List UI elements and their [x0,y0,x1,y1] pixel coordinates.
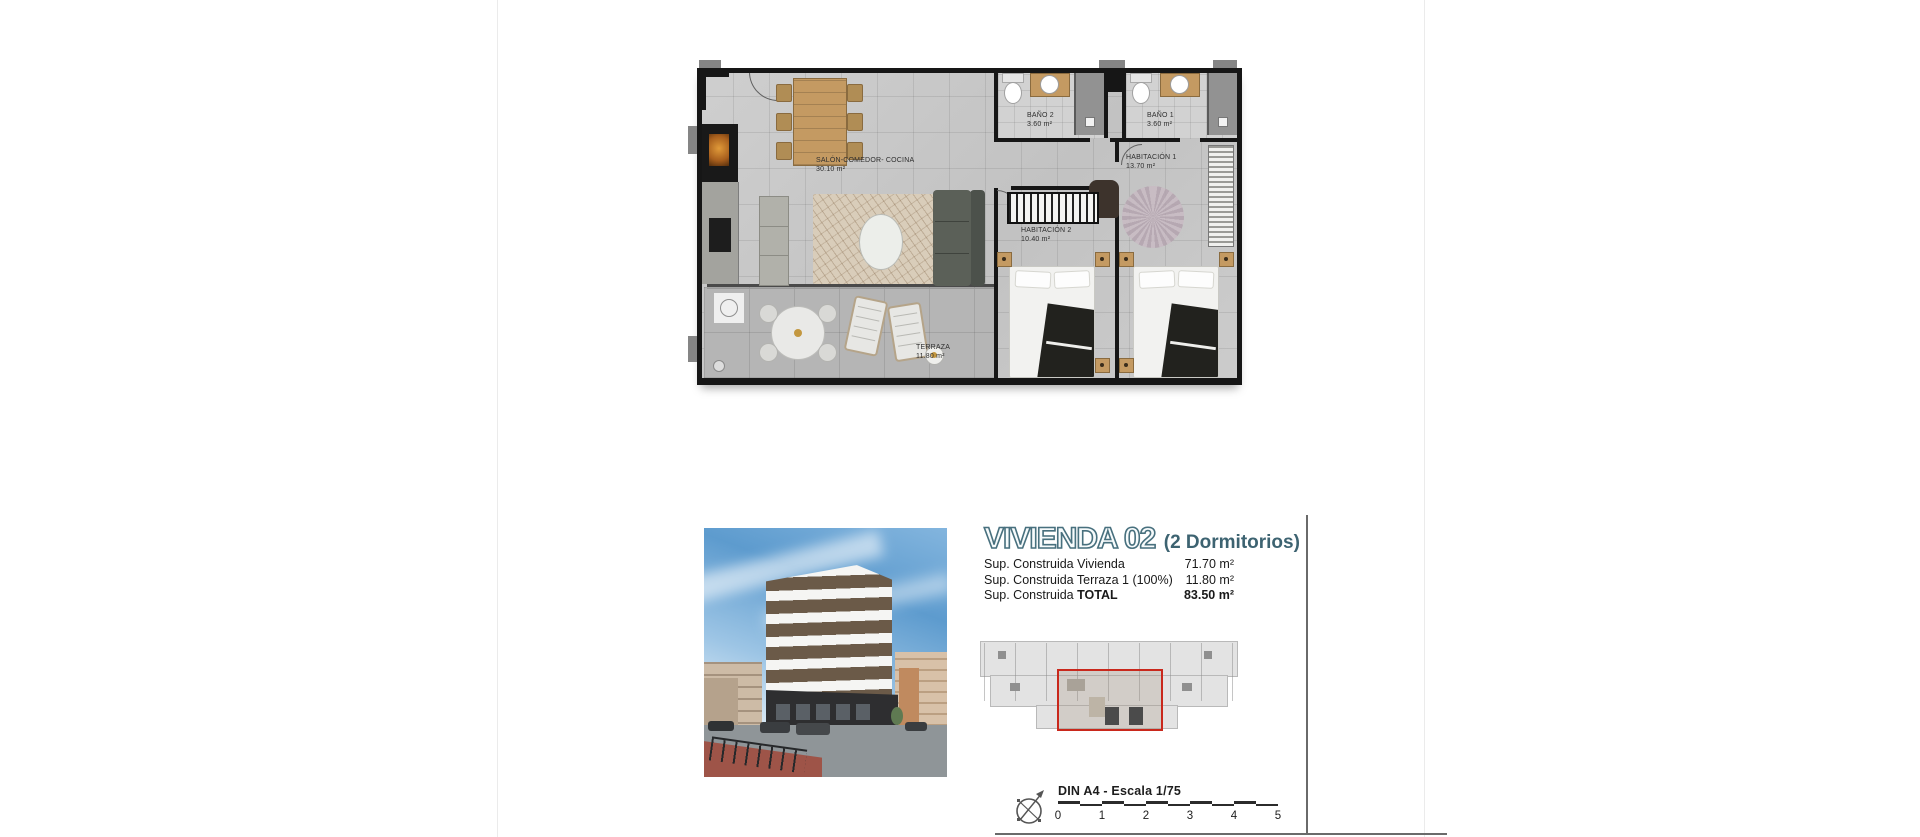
room-label-habitacion-1 [1126,153,1177,171]
kitchen-counter [702,182,739,284]
tree [891,707,903,725]
nightstand [1219,252,1234,267]
room-name: HABITACIÓN 1 [1126,154,1177,161]
car [760,722,790,733]
car [708,721,734,731]
key-plan-furniture [998,651,1006,659]
scale-tick: 3 [1186,810,1194,822]
key-plan-bed [1129,707,1143,725]
floor-drain [713,360,725,372]
shower [1207,73,1237,135]
wall [1200,138,1242,142]
surface-table [984,557,1234,604]
pillow [1054,270,1091,289]
wall [1115,140,1119,162]
scale-segment [1212,804,1234,807]
scale-tick: 5 [1274,810,1282,822]
surface-value: 71.70 m² [1184,557,1234,571]
key-plan [976,633,1241,735]
room-name: TERRAZA [916,344,951,351]
nightstand [1119,358,1134,373]
building-photo [704,528,947,777]
scale-segment [1234,801,1256,804]
washer-drum [720,299,738,317]
terrace-chair [818,343,837,362]
shower [1074,73,1104,135]
key-plan-furniture [1204,651,1212,659]
scale-ticks [1054,810,1282,824]
scale-tick: 4 [1230,810,1238,822]
headboard-art [1007,192,1099,224]
scale-bar [1058,801,1278,807]
wall [994,188,998,380]
washer [713,292,745,324]
dining-chair [847,84,863,102]
title-block-horizontal-line [995,833,1447,835]
round-rug [1122,186,1184,248]
room-name: BAÑO 2 [1027,112,1054,119]
wall [1110,138,1180,142]
pillow [1015,270,1052,289]
title-block-vertical-line [1306,515,1308,833]
door-arc [749,72,778,101]
dining-chair [776,113,792,131]
room-label-terraza [916,343,950,361]
scale-segment [1102,801,1124,804]
pillar [688,126,697,154]
scale-segment [1058,801,1080,804]
key-plan-kitchen [1067,679,1085,691]
bed-habitacion-2 [1009,266,1095,378]
terrace-table [771,306,825,360]
toilet-bowl [1132,82,1150,104]
nightstand [1119,252,1134,267]
room-name: SALÓN-COMEDOR- COCINA [816,157,915,164]
scale-segment [1190,801,1212,804]
car [796,723,830,735]
room-name: BAÑO 1 [1147,112,1174,119]
room-name: HABITACIÓN 2 [1021,227,1072,234]
nightstand [997,252,1012,267]
room-area: 30.10 m² [816,166,846,173]
sideboard-line [760,255,788,256]
room-area: 11.80 m² [916,353,945,360]
scale-label: DIN A4 - Escala 1/75 [1058,784,1182,798]
scale-segment [1124,804,1146,807]
sideboard [759,196,789,286]
scale-tick: 2 [1142,810,1150,822]
terrace-chair [759,343,778,362]
pillow [1139,270,1176,289]
surface-label: Sup. Construida Vivienda [984,557,1125,571]
shaft [1104,68,1126,92]
unit-heading [984,522,1300,556]
cooktop [709,218,731,252]
terrace-chair [759,304,778,323]
unit-title: VIVIENDA 02 [984,522,1156,555]
wall [994,68,998,140]
terrace-table-center [794,329,802,337]
room-label-bano-2 [1027,111,1054,129]
terrace-chair [818,304,837,323]
key-plan-bed [1105,707,1119,725]
scale-segment [1146,801,1168,804]
wardrobe [1208,145,1234,247]
surface-value: 11.80 m² [1185,572,1234,587]
surface-label: Sup. Construida TOTAL [984,588,1118,602]
basin [1040,75,1059,94]
surface-label: Sup. Construida Terraza 1 (100%) [984,572,1173,587]
dining-chair [776,84,792,102]
sofa [933,190,985,286]
storefront-glass [776,704,876,720]
document-sheet [497,0,1425,837]
wall [697,68,729,77]
sofa-seat [933,190,971,286]
main-building-facade [766,564,892,700]
dining-chair [847,113,863,131]
toilet-bowl [1004,82,1022,104]
floor-plan [697,68,1242,385]
wall [994,138,1090,142]
scale-tick: 1 [1098,810,1106,822]
car [905,722,927,731]
sideboard-line [760,226,788,227]
pillar [1213,60,1237,69]
room-label-salon-comedor-cocina [816,156,914,174]
basin [1170,75,1189,94]
nightstand [1095,252,1110,267]
surface-row-total [984,588,1234,604]
room-area: 13.70 m² [1126,163,1156,170]
bed-habitacion-1 [1133,266,1219,378]
dining-chair [776,142,792,160]
sliding-window-glass [707,288,994,289]
surface-row [984,573,1234,589]
pillar [688,336,697,362]
scale-segment [1168,804,1190,807]
dining-table [793,78,847,166]
scale-segment [1080,804,1102,807]
scale-segment [1256,804,1278,807]
room-label-bano-1 [1147,111,1174,129]
surface-value: 83.50 m² [1183,588,1234,602]
room-area: 3.60 m² [1027,121,1053,128]
key-plan-furniture [1182,683,1192,691]
unit-subtitle: (2 Dormitorios) [1163,532,1300,553]
north-compass-icon [1010,784,1052,830]
scale-tick: 0 [1054,810,1062,822]
sofa-cushion-line [935,221,969,222]
nightstand [1095,358,1110,373]
room-label-habitacion-2 [1021,226,1072,244]
scale-footer [1010,784,1310,837]
sofa-back [970,190,985,286]
wall [1115,204,1119,380]
key-plan-furniture [1010,683,1020,691]
coffee-table [859,214,903,270]
key-plan-highlight-unit [1057,669,1163,731]
key-plan-rug [1089,697,1105,717]
room-area: 3.60 m² [1147,121,1173,128]
surface-row [984,557,1234,573]
kitchen-tall-units [702,124,738,182]
oven [709,134,729,166]
room-area: 10.40 m² [1021,236,1051,243]
pillow [1178,270,1215,289]
